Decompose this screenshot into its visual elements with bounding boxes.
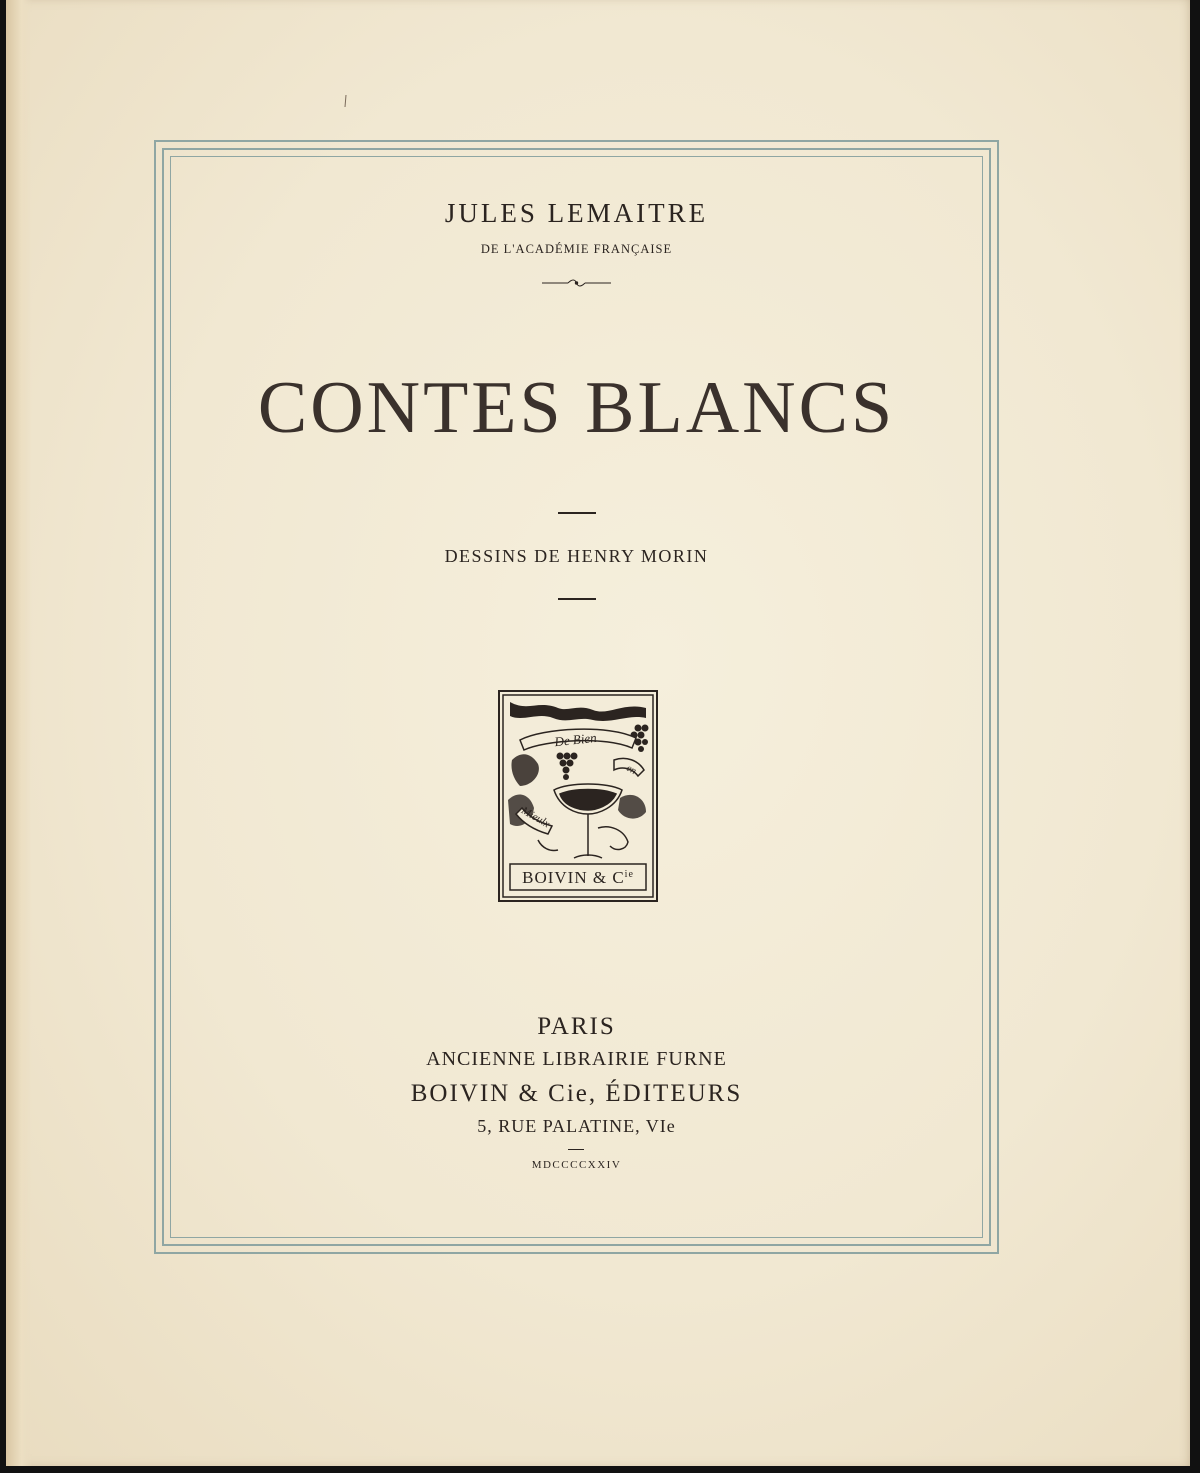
- pencil-mark: [344, 95, 347, 107]
- title-page-content: [170, 156, 983, 1238]
- page-gutter: [6, 0, 32, 1466]
- book-page: [6, 0, 1190, 1466]
- imprint-former-house: ANCIENNE LIBRAIRIE FURNE: [426, 1048, 727, 1070]
- imprint-divider-rule: [568, 1149, 584, 1150]
- publication-year: MDCCCCXXIV: [531, 1159, 622, 1171]
- svg-text:BOIVIN & Cie: BOIVIN & $C^{ie}$: [522, 868, 634, 887]
- author-name: JULES LEMAITRE: [444, 198, 709, 228]
- svg-text:Mieulx: Mieulx: [519, 804, 552, 831]
- author-affiliation: DE L'ACADÉMIE FRANÇAISE: [480, 242, 673, 256]
- fleuron-ornament: [170, 278, 983, 288]
- svg-text:en: en: [624, 762, 639, 777]
- illustrator-credit: DESSINS DE HENRY MORIN: [444, 546, 709, 566]
- imprint-address: 5, RUE PALATINE, VIe: [477, 1116, 676, 1136]
- imprint-city: PARIS: [537, 1013, 616, 1040]
- credit-divider-rule: [558, 598, 596, 600]
- imprint-publisher: BOIVIN & Cie, ÉDITEURS: [410, 1080, 743, 1107]
- publisher-mark-emblem: [498, 690, 658, 902]
- svg-text:De Bien: De Bien: [553, 729, 598, 750]
- title-divider-rule: [558, 512, 596, 514]
- book-title: CONTES BLANCS: [257, 367, 896, 449]
